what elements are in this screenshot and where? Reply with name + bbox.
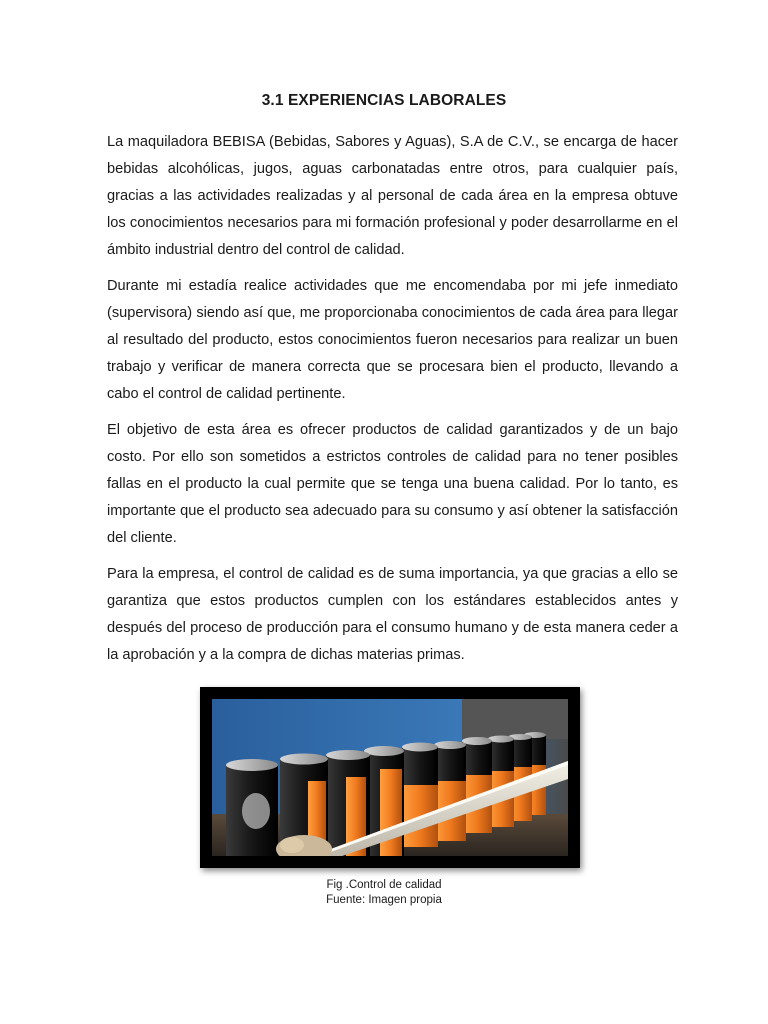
paragraph-2: Durante mi estadía realice actividades que me encomendaba por mi jefe inmediato (supervisora) siendo así que, me proporcionaba conocimientos de cada área para llegar al resultado del producto, estos conocimientos fueron necesarios para realizar un buen trabajo y verificar de manera correcta que se procesara bien el producto, llevando a cabo el control de calidad pertinente. xyxy=(107,278,678,402)
paragraph-1: La maquiladora BEBISA (Bebidas, Sabores y Aguas), S.A de C.V., se encarga de hacer bebidas alcohólicas, jugos, aguas carbonatadas entre otros, para cualquier país, gracias a las actividades realizadas y al personal de cada área en la empresa obtuve los conocimientos necesarios para mi formación profesional y poder desarrollarme en el ámbito industrial dentro del control de calidad. xyxy=(107,134,678,258)
section-title: 3.1 EXPERIENCIAS LABORALES xyxy=(261,92,507,109)
figure-frame xyxy=(200,687,580,868)
paragraph-3: El objetivo de esta área es ofrecer productos de calidad garantizados y de un bajo costo. Por ello son sometidos a estrictos controles de calidad para no tener posibles fallas en el producto la cual permite que se tenga una buena calidad. Por lo tanto, es importante que el producto sea adecuado para su consumo y así obtener la satisfacción del cliente. xyxy=(107,422,678,546)
paragraph-4: Para la empresa, el control de calidad es de suma importancia, ya que gracias a ello se garantiza que estos productos cumplen con los estándares establecidos antes y después del proceso de producción para el consumo humano y de esta manera ceder a la aprobación y a la compra de dichas materias primas. xyxy=(107,566,678,663)
production-line-photo xyxy=(212,699,568,856)
figure-caption xyxy=(0,878,768,908)
caption-line-1: Fig .Control de calidad xyxy=(326,879,442,891)
caption-line-2: Fuente: Imagen propia xyxy=(326,894,442,906)
